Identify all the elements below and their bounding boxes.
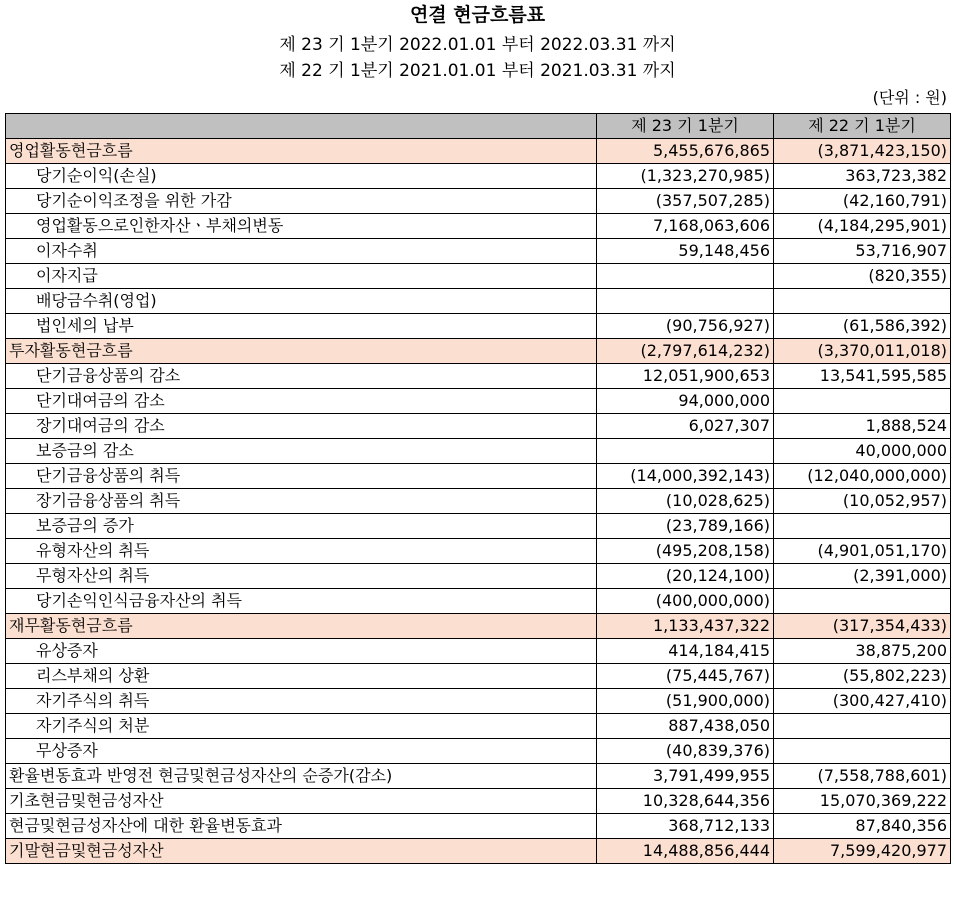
row-prior-value: (55,802,223) [774, 664, 951, 689]
row-label: 장기금융상품의 취득 [6, 489, 597, 514]
row-label: 당기손익인식금융자산의 취득 [6, 589, 597, 614]
row-current-value: (51,900,000) [597, 689, 774, 714]
table-row [6, 189, 951, 214]
row-current-value: (357,507,285) [597, 189, 774, 214]
row-label: 기말현금및현금성자산 [6, 839, 597, 864]
row-label: 환율변동효과 반영전 현금및현금성자산의 순증가(감소) [6, 764, 597, 789]
table-row [6, 389, 951, 414]
table-row [6, 214, 951, 239]
table-row [6, 139, 951, 164]
table-row [6, 514, 951, 539]
row-current-value: 10,328,644,356 [597, 789, 774, 814]
row-label: 당기순이익조정을 위한 가감 [6, 189, 597, 214]
table-row [6, 614, 951, 639]
row-label: 배당금수취(영업) [6, 289, 597, 314]
row-prior-value: 7,599,420,977 [774, 839, 951, 864]
row-current-value: (23,789,166) [597, 514, 774, 539]
row-prior-value: (2,391,000) [774, 564, 951, 589]
row-label: 보증금의 감소 [6, 439, 597, 464]
table-row [6, 639, 951, 664]
row-label: 당기순이익(손실) [6, 164, 597, 189]
row-prior-value [774, 739, 951, 764]
table-row [6, 714, 951, 739]
row-label: 리스부채의 상환 [6, 664, 597, 689]
statement-title: 연결 현금흐름표 [409, 4, 546, 26]
header-label-cell [6, 114, 597, 139]
row-label: 단기금융상품의 취득 [6, 464, 597, 489]
row-label: 기초현금및현금성자산 [6, 789, 597, 814]
row-current-value: (495,208,158) [597, 539, 774, 564]
cash-flow-table [5, 113, 951, 864]
row-prior-value: 13,541,595,585 [774, 364, 951, 389]
row-prior-value: (42,160,791) [774, 189, 951, 214]
row-current-value: (400,000,000) [597, 589, 774, 614]
row-prior-value [774, 514, 951, 539]
header-prior-period: 제 22 기 1분기 [774, 114, 951, 139]
row-current-value [597, 264, 774, 289]
table-row [6, 689, 951, 714]
table-row [6, 464, 951, 489]
row-prior-value: (3,370,011,018) [774, 339, 951, 364]
row-label: 단기금융상품의 감소 [6, 364, 597, 389]
row-prior-value: (4,901,051,170) [774, 539, 951, 564]
row-label: 현금및현금성자산에 대한 환율변동효과 [6, 814, 597, 839]
row-label: 재무활동현금흐름 [6, 614, 597, 639]
row-label: 이자수취 [6, 239, 597, 264]
row-current-value: 14,488,856,444 [597, 839, 774, 864]
table-row [6, 664, 951, 689]
period-prior: 제 22 기 1분기 2021.01.01 부터 2021.03.31 까지 [279, 61, 676, 81]
row-current-value: (10,028,625) [597, 489, 774, 514]
row-prior-value: (820,355) [774, 264, 951, 289]
row-label: 장기대여금의 감소 [6, 414, 597, 439]
row-label: 유형자산의 취득 [6, 539, 597, 564]
row-prior-value: 38,875,200 [774, 639, 951, 664]
row-prior-value: (61,586,392) [774, 314, 951, 339]
row-prior-value: (3,871,423,150) [774, 139, 951, 164]
row-current-value: (90,756,927) [597, 314, 774, 339]
table-row [6, 339, 951, 364]
row-label: 영업활동으로인한자산ㆍ부채의변동 [6, 214, 597, 239]
row-label: 유상증자 [6, 639, 597, 664]
table-row [6, 314, 951, 339]
row-current-value: 7,168,063,606 [597, 214, 774, 239]
row-current-value: 3,791,499,955 [597, 764, 774, 789]
row-prior-value: 15,070,369,222 [774, 789, 951, 814]
table-row [6, 814, 951, 839]
row-current-value: 887,438,050 [597, 714, 774, 739]
row-prior-value: 1,888,524 [774, 414, 951, 439]
row-label: 영업활동현금흐름 [6, 139, 597, 164]
row-current-value: (40,839,376) [597, 739, 774, 764]
row-prior-value: 53,716,907 [774, 239, 951, 264]
row-current-value: 1,133,437,322 [597, 614, 774, 639]
row-prior-value: 40,000,000 [774, 439, 951, 464]
header-current-period: 제 23 기 1분기 [597, 114, 774, 139]
row-prior-value: (300,427,410) [774, 689, 951, 714]
period-current: 제 23 기 1분기 2022.01.01 부터 2022.03.31 까지 [279, 35, 676, 55]
row-label: 투자활동현금흐름 [6, 339, 597, 364]
unit-label: (단위 : 원) [872, 88, 947, 107]
row-current-value: 59,148,456 [597, 239, 774, 264]
table-row [6, 289, 951, 314]
table-row [6, 489, 951, 514]
row-label: 무상증자 [6, 739, 597, 764]
row-prior-value: (317,354,433) [774, 614, 951, 639]
row-label: 단기대여금의 감소 [6, 389, 597, 414]
table-row [6, 239, 951, 264]
row-label: 이자지급 [6, 264, 597, 289]
row-current-value: (20,124,100) [597, 564, 774, 589]
table-row [6, 589, 951, 614]
row-label: 자기주식의 취득 [6, 689, 597, 714]
row-label: 자기주식의 처분 [6, 714, 597, 739]
row-current-value [597, 289, 774, 314]
row-current-value: 6,027,307 [597, 414, 774, 439]
table-row [6, 764, 951, 789]
table-row [6, 439, 951, 464]
table-header-row [6, 114, 951, 139]
table-row [6, 539, 951, 564]
row-prior-value: (7,558,788,601) [774, 764, 951, 789]
row-current-value: 12,051,900,653 [597, 364, 774, 389]
table-row [6, 264, 951, 289]
row-prior-value [774, 714, 951, 739]
table-row [6, 414, 951, 439]
row-prior-value [774, 589, 951, 614]
row-prior-value [774, 389, 951, 414]
table-row [6, 739, 951, 764]
row-prior-value: (12,040,000,000) [774, 464, 951, 489]
row-label: 보증금의 증가 [6, 514, 597, 539]
row-current-value [597, 439, 774, 464]
row-current-value: 94,000,000 [597, 389, 774, 414]
row-current-value: (2,797,614,232) [597, 339, 774, 364]
table-row [6, 364, 951, 389]
row-current-value: 5,455,676,865 [597, 139, 774, 164]
row-prior-value: 87,840,356 [774, 814, 951, 839]
table-row [6, 839, 951, 864]
row-current-value: 368,712,133 [597, 814, 774, 839]
row-prior-value [774, 289, 951, 314]
table-row [6, 164, 951, 189]
row-current-value: (1,323,270,985) [597, 164, 774, 189]
table-row [6, 564, 951, 589]
row-current-value: (75,445,767) [597, 664, 774, 689]
row-prior-value: (4,184,295,901) [774, 214, 951, 239]
row-label: 법인세의 납부 [6, 314, 597, 339]
row-prior-value: 363,723,382 [774, 164, 951, 189]
row-prior-value: (10,052,957) [774, 489, 951, 514]
table-body [6, 139, 951, 864]
table-row [6, 789, 951, 814]
row-current-value: 414,184,415 [597, 639, 774, 664]
row-current-value: (14,000,392,143) [597, 464, 774, 489]
row-label: 무형자산의 취득 [6, 564, 597, 589]
